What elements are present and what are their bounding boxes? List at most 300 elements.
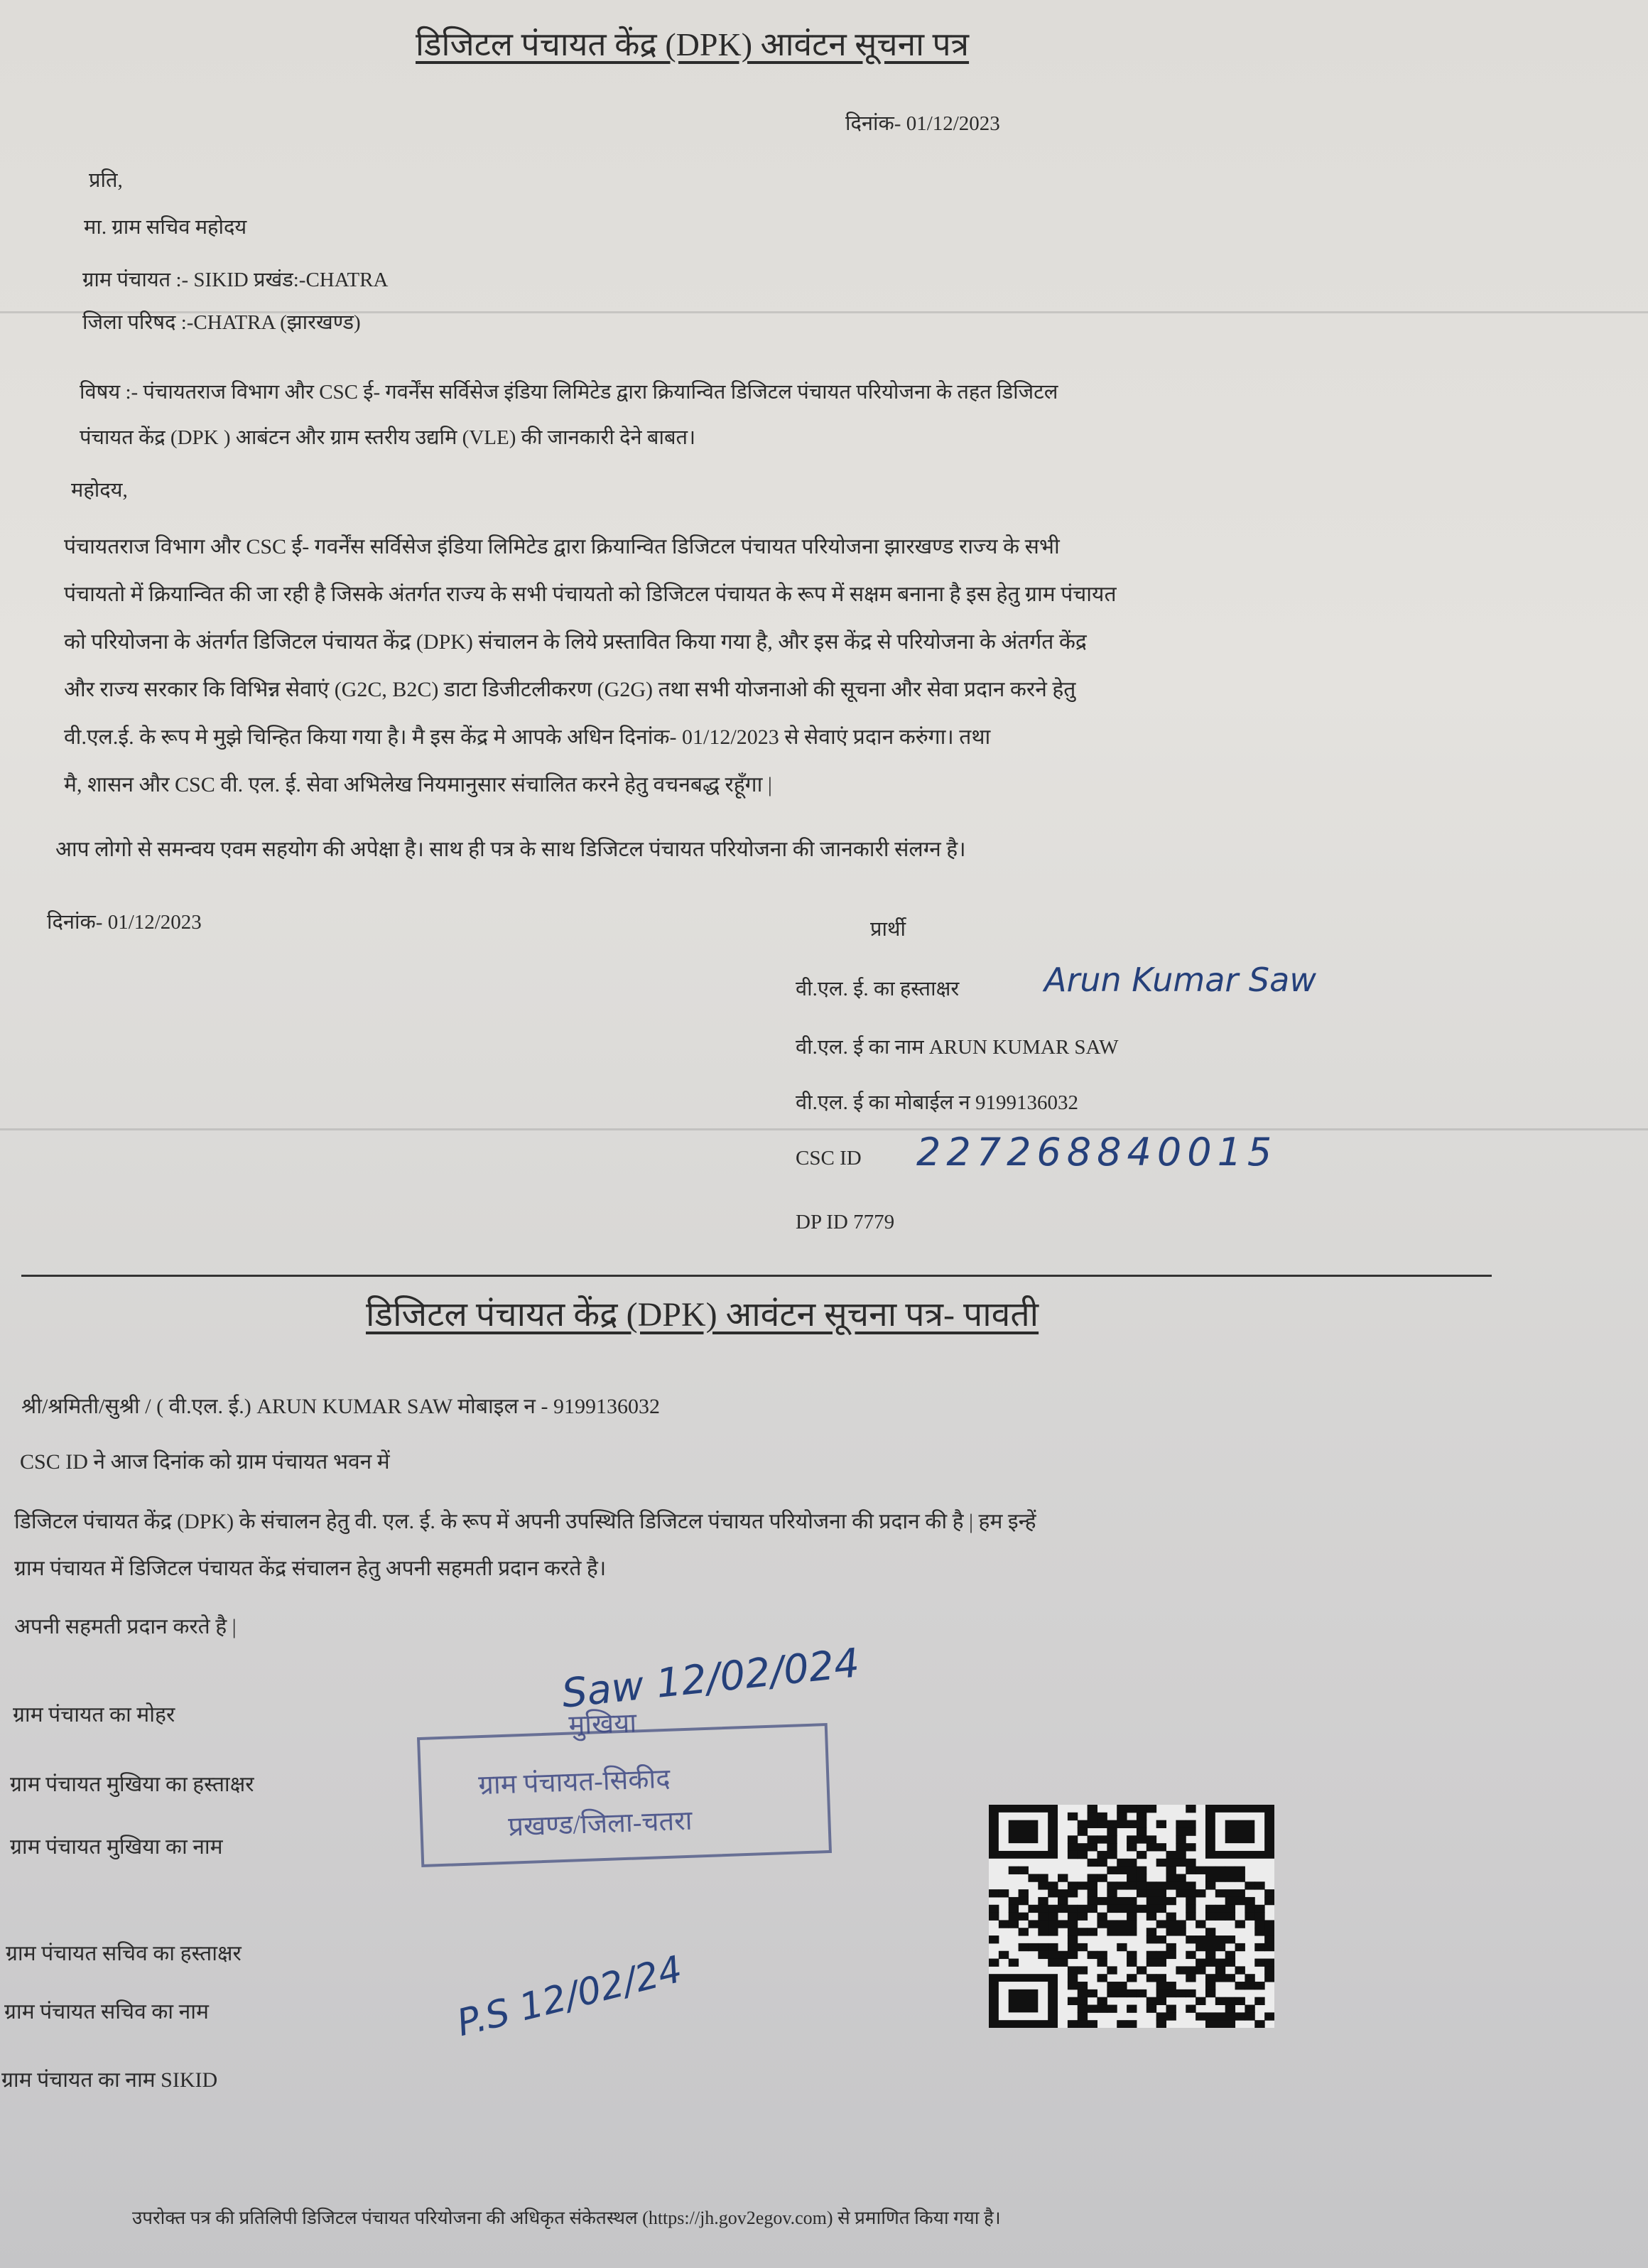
- qr-module: [1254, 1913, 1264, 1921]
- qr-module: [1235, 1997, 1245, 2005]
- qr-module: [1166, 1928, 1176, 1935]
- qr-code: [989, 1805, 1274, 2028]
- qr-module: [1048, 1881, 1058, 1889]
- qr-module: [1225, 2012, 1235, 2020]
- qr-module: [1215, 1935, 1225, 1943]
- qr-module: [1088, 1905, 1097, 1913]
- qr-module: [989, 1935, 999, 1943]
- qr-module: [1146, 1913, 1156, 1921]
- qr-module: [1254, 1920, 1264, 1928]
- qr-module: [1068, 1905, 1078, 1913]
- qr-module: [1009, 1905, 1019, 1913]
- qr-module: [1146, 1805, 1156, 1813]
- qr-module: [1225, 1897, 1235, 1905]
- qr-module: [1166, 2012, 1176, 2020]
- qr-module: [1058, 1889, 1068, 1897]
- qr-module: [1166, 1943, 1176, 1951]
- qr-module: [1215, 2012, 1225, 2020]
- section-divider: [21, 1275, 1492, 1277]
- qr-module: [1264, 2012, 1274, 2020]
- qr-module: [1107, 1851, 1117, 1859]
- qr-module: [989, 1905, 999, 1913]
- qr-module: [1078, 1905, 1088, 1913]
- qr-module: [1235, 1943, 1245, 1951]
- qr-module: [1078, 1989, 1088, 1997]
- qr-module: [1235, 1920, 1245, 1928]
- qr-module: [1117, 1982, 1127, 1989]
- qr-module: [1215, 1874, 1225, 1881]
- qr-module: [1038, 1943, 1048, 1951]
- qr-module: [1097, 1820, 1107, 1828]
- qr-module: [1078, 1851, 1088, 1859]
- applicant-label: प्रार्थी: [870, 918, 906, 941]
- qr-module: [1068, 1951, 1078, 1959]
- qr-module: [1225, 1889, 1235, 1897]
- qr-module: [1107, 1920, 1117, 1928]
- qr-module: [1186, 1905, 1196, 1913]
- qr-module: [1078, 2012, 1088, 2020]
- qr-module: [1058, 1959, 1068, 1967]
- stamp-line: ग्राम पंचायत-सिकीद: [477, 1764, 671, 1801]
- qr-module: [1146, 1928, 1156, 1935]
- qr-module: [1068, 1881, 1078, 1889]
- qr-module: [1245, 1913, 1254, 1921]
- body-line: वी.एल.ई. के रूप मे मुझे चिन्हित किया गया है। मै इस केंद्र मे आपके अधिन दिनांक- 01/12/2023 से सेवाएं प्रदान करुंगा। तथा: [64, 725, 991, 749]
- cooperation-line: आप लोगो से समन्वय एवम सहयोग की अपेक्षा है। साथ ही पत्र के साथ डिजिटल पंचायत परियोजना की जानकारी संलग्न है।: [55, 838, 966, 861]
- body-line: पंचायतो में क्रियान्वित की जा रही है जिसके अंतर्गत राज्य के सभी पंचायतो को डिजिटल पंचायत के रूप में सक्षम बनाना है इस हेतु ग्राम पंचायत: [64, 583, 1117, 606]
- qr-module: [1088, 1881, 1097, 1889]
- qr-module: [1088, 1928, 1097, 1935]
- qr-module: [989, 1889, 999, 1897]
- qr-module: [1196, 1997, 1205, 2005]
- qr-module: [1176, 1859, 1186, 1867]
- qr-module: [1196, 1867, 1205, 1874]
- qr-module: [1264, 1943, 1274, 1951]
- qr-module: [1097, 1851, 1107, 1859]
- qr-module: [1146, 1951, 1156, 1959]
- qr-module: [1146, 1935, 1156, 1943]
- qr-module: [1078, 1928, 1088, 1935]
- qr-module: [1186, 1935, 1196, 1943]
- qr-module: [1088, 1889, 1097, 1897]
- qr-module: [1088, 1859, 1097, 1867]
- qr-module: [1176, 1989, 1186, 1997]
- receipt-body-line: ग्राम पंचायत में डिजिटल पंचायत केंद्र संचालन हेतु अपनी सहमती प्रदान करते है।: [14, 1557, 607, 1580]
- qr-module: [1186, 1889, 1196, 1897]
- body-line: को परियोजना के अंतर्गत डिजिटल पंचायत केंद्र (DPK) संचालन के लिये प्रस्तावित किया गया है, और इस केंद्र से परियोजना के अंतर्गत केंद्र: [64, 630, 1087, 654]
- qr-module: [1264, 1889, 1274, 1897]
- qr-module: [1078, 1827, 1088, 1835]
- qr-module: [1048, 1905, 1058, 1913]
- qr-module: [1019, 1889, 1029, 1897]
- qr-module: [1117, 1989, 1127, 1997]
- qr-module: [1137, 1874, 1146, 1881]
- qr-module: [1137, 1820, 1146, 1828]
- qr-module: [1225, 1905, 1235, 1913]
- qr-module: [1107, 1982, 1117, 1989]
- qr-module: [1205, 1913, 1215, 1921]
- qr-module: [1117, 1820, 1127, 1828]
- qr-module: [1088, 1874, 1097, 1881]
- qr-module: [1205, 1881, 1215, 1889]
- qr-module: [1097, 1920, 1107, 1928]
- subject-line: पंचायत केंद्र (DPK ) आबंटन और ग्राम स्तरीय उद्यमि (VLE) की जानकारी देने बाबत।: [80, 426, 696, 449]
- qr-module: [1205, 1867, 1215, 1874]
- qr-module: [1009, 1897, 1019, 1905]
- qr-module: [1205, 1959, 1215, 1967]
- vle-mobile: वी.एल. ई का मोबाईल न 9199136032: [796, 1091, 1079, 1114]
- qr-module: [1166, 1874, 1176, 1881]
- qr-module: [1019, 1867, 1029, 1874]
- qr-module: [1137, 1881, 1146, 1889]
- qr-module: [1058, 1920, 1068, 1928]
- qr-module: [1156, 1897, 1166, 1905]
- qr-module: [1225, 1935, 1235, 1943]
- qr-module: [1166, 1951, 1176, 1959]
- qr-module: [1254, 1997, 1264, 2005]
- qr-module: [1048, 1943, 1058, 1951]
- qr-module: [1254, 1982, 1264, 1989]
- qr-module: [1048, 1951, 1058, 1959]
- qr-module: [1245, 2012, 1254, 2020]
- body-line: मै, शासन और CSC वी. एल. ई. सेवा अभिलेख नियमानुसार संचालित करने हेतु वचनबद्ध रहूँगा |: [64, 773, 772, 796]
- qr-module: [1186, 1820, 1196, 1828]
- qr-module: [1058, 1951, 1068, 1959]
- qr-module: [1205, 1982, 1215, 1989]
- qr-module: [1156, 1959, 1166, 1967]
- qr-module: [1166, 2005, 1176, 2013]
- qr-module: [1019, 1897, 1029, 1905]
- qr-module: [1097, 1813, 1107, 1820]
- qr-finder: [1225, 1820, 1255, 1843]
- qr-module: [999, 1920, 1009, 1928]
- qr-module: [1254, 1881, 1264, 1889]
- qr-module: [1186, 2005, 1196, 2013]
- qr-module: [1235, 1874, 1245, 1881]
- qr-module: [1176, 1851, 1186, 1859]
- mukhiya-signature-label: ग्राम पंचायत मुखिया का हस्ताक्षर: [10, 1773, 254, 1796]
- qr-module: [1038, 1920, 1048, 1928]
- qr-module: [1088, 1951, 1097, 1959]
- qr-module: [1245, 1905, 1254, 1913]
- stamp-line: मुखिया: [568, 1708, 637, 1741]
- qr-module: [1156, 1889, 1166, 1897]
- qr-module: [1028, 1905, 1038, 1913]
- qr-module: [1097, 1859, 1107, 1867]
- qr-module: [1137, 1989, 1146, 1997]
- qr-module: [1156, 1843, 1166, 1851]
- qr-module: [1166, 1989, 1176, 1997]
- qr-module: [1038, 1905, 1048, 1913]
- qr-module: [1117, 1813, 1127, 1820]
- qr-module: [1215, 1905, 1225, 1913]
- vle-signature-label: वी.एल. ई. का हस्ताक्षर: [796, 978, 960, 1000]
- qr-module: [1068, 1943, 1078, 1951]
- qr-module: [1235, 1889, 1245, 1897]
- qr-module: [1254, 1943, 1264, 1951]
- qr-module: [1264, 1920, 1274, 1928]
- qr-module: [1205, 1928, 1215, 1935]
- qr-module: [1068, 1966, 1078, 1974]
- qr-module: [1127, 1928, 1137, 1935]
- qr-module: [1146, 1997, 1156, 2005]
- qr-module: [1264, 1959, 1274, 1967]
- qr-module: [1264, 1935, 1274, 1943]
- qr-module: [1088, 2005, 1097, 2013]
- qr-module: [1146, 1905, 1156, 1913]
- qr-module: [1009, 1920, 1019, 1928]
- qr-module: [1225, 1867, 1235, 1874]
- qr-module: [1107, 1966, 1117, 1974]
- qr-module: [1068, 1851, 1078, 1859]
- addressee: मा. ग्राम सचिव महोदय: [84, 216, 247, 239]
- qr-module: [1156, 1982, 1166, 1989]
- qr-module: [1205, 1874, 1215, 1881]
- qr-module: [1156, 1997, 1166, 2005]
- qr-module: [1078, 1820, 1088, 1828]
- qr-module: [1205, 2020, 1215, 2028]
- qr-module: [1186, 1913, 1196, 1921]
- letter-title: डिजिटल पंचायत केंद्र (DPK) आवंटन सूचना पत्र: [416, 26, 970, 63]
- qr-module: [1088, 1835, 1097, 1843]
- qr-module: [1245, 2005, 1254, 2013]
- qr-module: [1215, 1913, 1225, 1921]
- qr-module: [1048, 1920, 1058, 1928]
- qr-module: [1127, 1897, 1137, 1905]
- secretary-name-label: ग्राम पंचायत सचिव का नाम: [4, 2000, 209, 2024]
- qr-module: [1088, 1805, 1097, 1813]
- qr-module: [1078, 1943, 1088, 1951]
- qr-module: [1088, 1897, 1097, 1905]
- qr-module: [1166, 1881, 1176, 1889]
- qr-module: [1146, 2005, 1156, 2013]
- qr-module: [1048, 1959, 1058, 1967]
- qr-finder: [1009, 1989, 1039, 2012]
- qr-module: [1117, 2020, 1127, 2028]
- qr-module: [1058, 1905, 1068, 1913]
- qr-module: [1078, 1881, 1088, 1889]
- qr-module: [1127, 1881, 1137, 1889]
- qr-module: [1137, 1851, 1146, 1859]
- qr-module: [1137, 1813, 1146, 1820]
- qr-module: [1068, 1813, 1078, 1820]
- qr-module: [1235, 1966, 1245, 1974]
- qr-module: [1068, 1974, 1078, 1982]
- qr-module: [1225, 1959, 1235, 1967]
- qr-module: [1156, 1951, 1166, 1959]
- receipt-vle-line: श्री/श्रमिती/सुश्री / ( वी.एल. ई.) ARUN KUMAR SAW मोबाइल न - 9199136032: [21, 1395, 660, 1418]
- qr-module: [1127, 1843, 1137, 1851]
- qr-module: [1205, 1951, 1215, 1959]
- qr-module: [1205, 1905, 1215, 1913]
- qr-module: [1078, 1966, 1088, 1974]
- qr-module: [989, 1913, 999, 1921]
- qr-module: [1245, 1897, 1254, 1905]
- qr-module: [1146, 1959, 1156, 1967]
- vle-signature: Arun Kumar Saw: [1044, 961, 1316, 999]
- qr-module: [1107, 1881, 1117, 1889]
- qr-module: [1028, 1920, 1038, 1928]
- qr-module: [1117, 1943, 1127, 1951]
- qr-module: [1068, 1920, 1078, 1928]
- qr-module: [1215, 1867, 1225, 1874]
- qr-module: [1068, 1928, 1078, 1935]
- qr-module: [1166, 1859, 1176, 1867]
- qr-module: [1176, 1966, 1186, 1974]
- qr-module: [1146, 1881, 1156, 1889]
- qr-module: [1097, 1959, 1107, 1967]
- qr-module: [1117, 1805, 1127, 1813]
- qr-module: [1117, 1905, 1127, 1913]
- qr-module: [1038, 1897, 1048, 1905]
- qr-module: [1215, 1966, 1225, 1974]
- qr-module: [1097, 1951, 1107, 1959]
- qr-module: [1205, 1943, 1215, 1951]
- qr-module: [1038, 1951, 1048, 1959]
- qr-module: [1068, 1997, 1078, 2005]
- qr-module: [1245, 1982, 1254, 1989]
- qr-module: [1127, 1805, 1137, 1813]
- qr-module: [1009, 1913, 1019, 1921]
- qr-module: [1196, 1959, 1205, 1967]
- qr-module: [1196, 2012, 1205, 2020]
- dp-id: DP ID 7779: [796, 1211, 895, 1233]
- qr-module: [1156, 2012, 1166, 2020]
- qr-module: [1225, 1951, 1235, 1959]
- qr-module: [1068, 1843, 1078, 1851]
- qr-module: [1245, 1974, 1254, 1982]
- qr-module: [1146, 1843, 1156, 1851]
- qr-module: [1068, 1913, 1078, 1921]
- mukhiya-name-label: ग्राम पंचायत मुखिया का नाम: [10, 1835, 223, 1859]
- qr-module: [1196, 1935, 1205, 1943]
- body-line: और राज्य सरकार कि विभिन्न सेवाएं (G2C, B2C) डाटा डिजीटलीकरण (G2G) तथा सभी योजनाओ की सूचना और सेवा प्रदान करने हेतु: [64, 678, 1076, 701]
- qr-module: [1137, 1835, 1146, 1843]
- vle-name: वी.एल. ई का नाम ARUN KUMAR SAW: [796, 1036, 1119, 1059]
- qr-module: [1176, 1928, 1186, 1935]
- qr-module: [1146, 1897, 1156, 1905]
- qr-module: [1156, 1920, 1166, 1928]
- qr-module: [1166, 1982, 1176, 1989]
- qr-module: [1038, 1881, 1048, 1889]
- qr-module: [1107, 1835, 1117, 1843]
- qr-module: [1156, 1989, 1166, 1997]
- qr-module: [1166, 1897, 1176, 1905]
- qr-module: [1058, 1874, 1068, 1881]
- qr-module: [1196, 1889, 1205, 1897]
- qr-module: [1205, 1935, 1215, 1943]
- qr-module: [1254, 1905, 1264, 1913]
- qr-module: [1117, 1897, 1127, 1905]
- qr-module: [1117, 1928, 1127, 1935]
- qr-module: [1235, 1867, 1245, 1874]
- district-line: जिला परिषद :-CHATRA (झारखण्ड): [82, 311, 361, 334]
- qr-module: [1176, 1820, 1186, 1828]
- qr-module: [1156, 1820, 1166, 1828]
- qr-module: [1196, 1920, 1205, 1928]
- receipt-body-line: डिजिटल पंचायत केंद्र (DPK) के संचालन हेतु वी. एल. ई. के रूप में अपनी उपस्थिति डिजिटल पंचायत परियोजना की प्रदान की है | हम इन्हें: [14, 1510, 1036, 1533]
- qr-module: [1048, 1913, 1058, 1921]
- qr-module: [1068, 1935, 1078, 1943]
- qr-module: [1088, 1820, 1097, 1828]
- qr-module: [1215, 1943, 1225, 1951]
- qr-module: [1254, 2020, 1264, 2028]
- qr-module: [1028, 1874, 1038, 1881]
- qr-module: [1205, 1989, 1215, 1997]
- qr-module: [1254, 1959, 1264, 1967]
- qr-module: [1176, 1835, 1186, 1843]
- qr-module: [1088, 1989, 1097, 1997]
- qr-module: [1196, 1943, 1205, 1951]
- qr-module: [1156, 1974, 1166, 1982]
- receipt-csc-line: CSC ID ने आज दिनांक को ग्राम पंचायत भवन में: [20, 1450, 390, 1474]
- qr-module: [1088, 2020, 1097, 2028]
- qr-module: [1107, 2005, 1117, 2013]
- qr-module: [1225, 1913, 1235, 1921]
- qr-module: [1254, 1928, 1264, 1935]
- qr-module: [1156, 2020, 1166, 2028]
- qr-module: [1068, 1982, 1078, 1989]
- qr-module: [1127, 1820, 1137, 1828]
- qr-module: [1166, 1913, 1176, 1921]
- qr-module: [1127, 1905, 1137, 1913]
- qr-module: [1078, 1982, 1088, 1989]
- qr-module: [1166, 1867, 1176, 1874]
- qr-module: [1186, 1867, 1196, 1874]
- qr-module: [1078, 2020, 1088, 2028]
- qr-module: [1097, 1874, 1107, 1881]
- qr-module: [1038, 1913, 1048, 1921]
- qr-module: [1097, 1897, 1107, 1905]
- qr-module: [1176, 1827, 1186, 1835]
- qr-module: [1127, 1913, 1137, 1921]
- letter-date: दिनांक- 01/12/2023: [845, 112, 1000, 135]
- qr-module: [1215, 2020, 1225, 2028]
- qr-module: [1264, 1928, 1274, 1935]
- qr-module: [1038, 1928, 1048, 1935]
- seal-label: ग्राम पंचायत का मोहर: [13, 1703, 175, 1727]
- qr-module: [1176, 1920, 1186, 1928]
- qr-module: [1107, 1820, 1117, 1828]
- qr-module: [1137, 1827, 1146, 1835]
- body-line: पंचायतराज विभाग और CSC ई- गवर्नेंस सर्विसेज इंडिया लिमिटेड द्वारा क्रियान्वित डिजिटल पंचायत परियोजना झारखण्ड राज्य के सभी: [64, 535, 1060, 558]
- subject: [80, 369, 1058, 460]
- qr-module: [1127, 1867, 1137, 1874]
- qr-module: [1245, 1881, 1254, 1889]
- qr-module: [1137, 1966, 1146, 1974]
- qr-module: [1127, 1835, 1137, 1843]
- qr-module: [1186, 1989, 1196, 1997]
- qr-module: [1186, 1827, 1196, 1835]
- qr-module: [1097, 1913, 1107, 1921]
- qr-module: [1078, 2005, 1088, 2013]
- qr-module: [1028, 1943, 1038, 1951]
- qr-module: [1215, 1959, 1225, 1967]
- qr-module: [1225, 1874, 1235, 1881]
- qr-module: [999, 1889, 1009, 1897]
- qr-module: [1225, 1974, 1235, 1982]
- to-label: प्रति,: [89, 169, 123, 192]
- panchayat-name: ग्राम पंचायत का नाम SIKID: [1, 2068, 218, 2092]
- qr-module: [1205, 1974, 1215, 1982]
- qr-module: [1186, 1974, 1196, 1982]
- qr-module: [1127, 1874, 1137, 1881]
- qr-module: [1078, 1843, 1088, 1851]
- qr-module: [1107, 1928, 1117, 1935]
- qr-module: [1225, 1997, 1235, 2005]
- mukhiya-signature: Saw 12/02/024: [559, 1640, 862, 1717]
- qr-module: [1088, 1813, 1097, 1820]
